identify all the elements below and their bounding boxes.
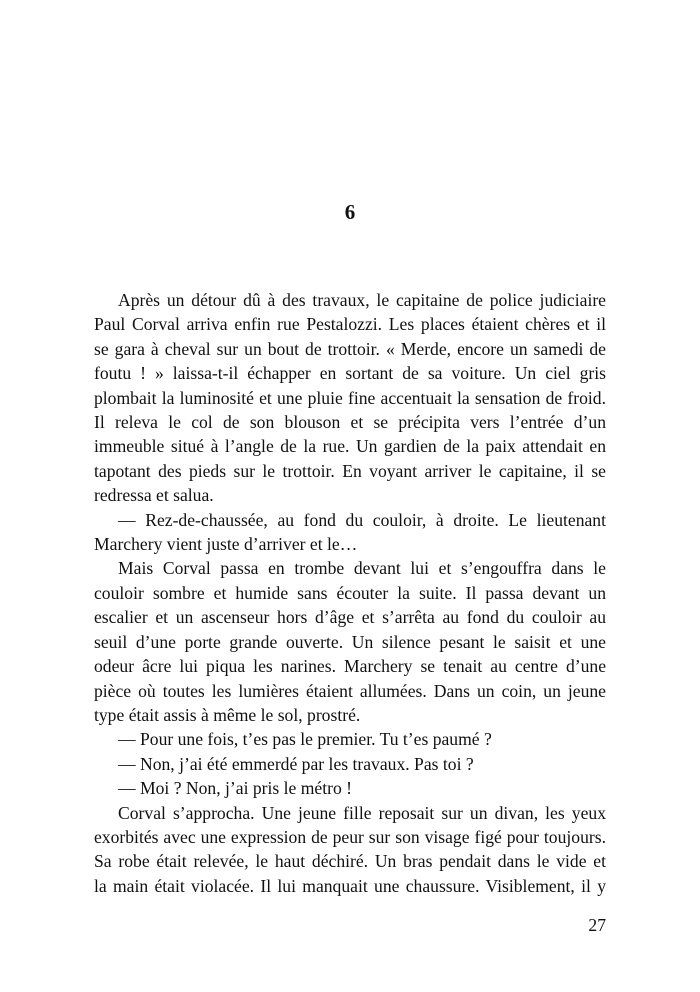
text-line: redressa et salua. (94, 485, 214, 506)
text-line: couloir sombre et humide sans écouter la suite. Il passa devant un (94, 582, 606, 603)
text-line: Il releva le col de son blouson et se précipita vers l’entrée d’un (94, 412, 606, 433)
text-line: — Non, j’ai été emmerdé par les travaux. Pas toi ? (118, 753, 474, 774)
text-line: — Moi ? Non, j’ai pris le métro ! (118, 778, 353, 799)
text-line: Sa robe était relevée, le haut déchiré. Un bras pendait dans le vide et (94, 851, 606, 872)
text-line: escalier et un ascenseur hors d’âge et s’arrêta au fond du couloir au (94, 607, 606, 628)
text-line: se gara à cheval sur un bout de trottoir. « Merde, encore un samedi de (94, 338, 606, 359)
text-line: Marchery vient juste d’arriver et le… (94, 534, 358, 555)
text-line: — Rez-de-chaussée, au fond du couloir, à droite. Le lieutenant (118, 509, 606, 530)
text-line: Après un détour dû à des travaux, le capitaine de police judiciaire (118, 290, 606, 310)
text-line: type était assis à même le sol, prostré. (94, 704, 361, 725)
chapter-number: 6 (344, 200, 356, 224)
text-line: — Pour une fois, t’es pas le premier. Tu t’es paumé ? (118, 729, 492, 750)
text-line: exorbités avec une expression de peur sur son visage figé pour toujours. (94, 826, 606, 847)
text-line: Paul Corval arriva enfin rue Pestalozzi. Les places étaient chères et il (94, 314, 606, 335)
text-line: pièce où toutes les lumières étaient allumées. Dans un coin, un jeune (94, 680, 606, 701)
page-body (94, 288, 606, 898)
text-line: odeur âcre lui piqua les narines. Marchery se tenait au centre d’une (94, 656, 606, 677)
text-line: la main était violacée. Il lui manquait une chaussure. Visiblement, il y (94, 875, 606, 896)
page-number: 27 (588, 915, 606, 935)
text-line: plombait la luminosité et une pluie fine accentuait la sensation de froid. (94, 387, 606, 408)
text-line: Mais Corval passa en trombe devant lui et s’engouffra dans le (118, 558, 606, 579)
text-line: Corval s’approcha. Une jeune fille reposait sur un divan, les yeux (118, 802, 606, 823)
text-line: seuil d’une porte grande ouverte. Un silence pesant le saisit et une (94, 631, 606, 652)
text-line: foutu ! » laissa-t-il échapper en sortant de sa voiture. Un ciel gris (94, 363, 606, 384)
text-line: immeuble situé à l’angle de la rue. Un gardien de la paix attendait en (94, 436, 606, 457)
text-line: tapotant des pieds sur le trottoir. En voyant arriver le capitaine, il se (94, 460, 606, 481)
